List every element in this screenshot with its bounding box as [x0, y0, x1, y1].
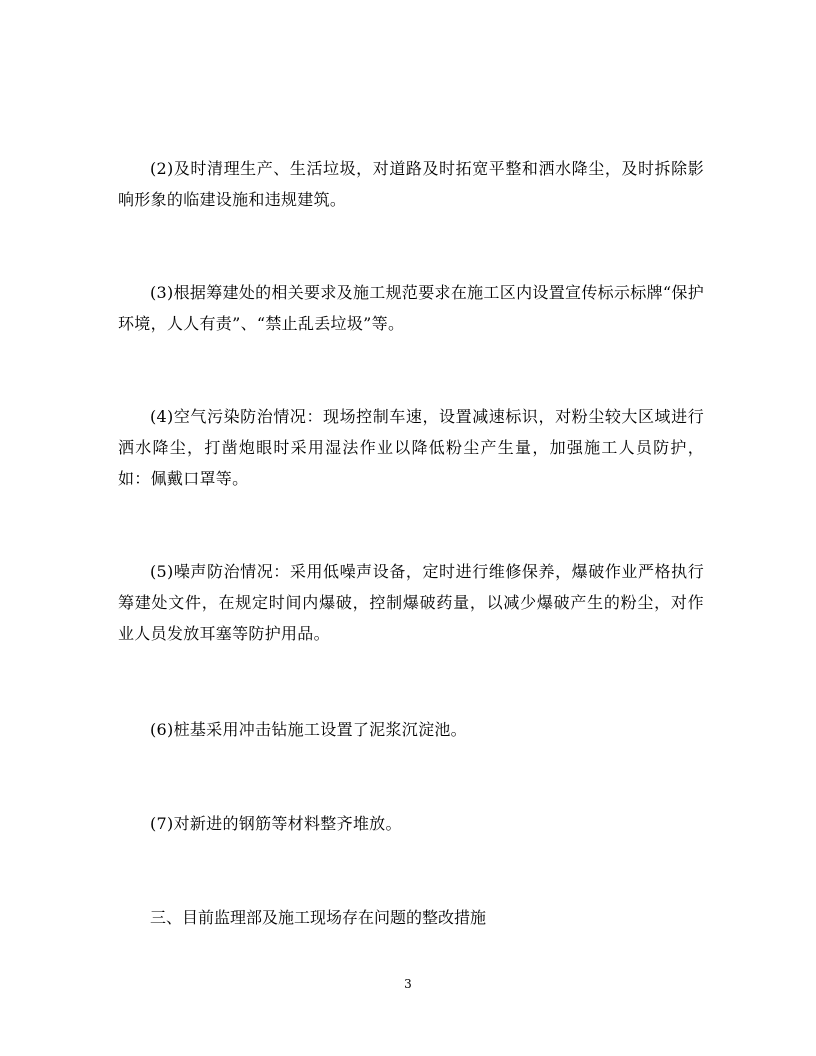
paragraph-item-5: (5)噪声防治情况：采用低噪声设备，定时进行维修保养，爆破作业严格执行筹建处文件，在规定时间内爆破，控制爆破药量，以减少爆破产生的粉尘，对作业人员发放耳塞等防护用品。: [118, 562, 704, 643]
paragraph-item-3: (3)根据筹建处的相关要求及施工规范要求在施工区内设置宣传标示标牌“保护环境，人人有责”、“禁止乱丢垃圾”等。: [118, 283, 704, 333]
page-number: 3: [404, 977, 412, 991]
paragraph-item-6: (6)桩基采用冲击钻施工设置了泥浆沉淀池。: [150, 720, 467, 739]
paragraph-item-2: (2)及时清理生产、生活垃圾，对道路及时拓宽平整和洒水降尘，及时拆除影响形象的临建设施和违规建筑。: [118, 159, 704, 209]
section-heading: 三、目前监理部及施工现场存在问题的整改措施: [150, 908, 487, 927]
paragraph-item-4: (4)空气污染防治情况：现场控制车速，设置减速标识，对粉尘较大区域进行洒水降尘，打凿炮眼时采用湿法作业以降低粉尘产生量，加强施工人员防护，如：佩戴口罩等。: [118, 407, 704, 488]
paragraph-item-7: (7)对新进的钢筋等材料整齐堆放。: [150, 814, 402, 833]
